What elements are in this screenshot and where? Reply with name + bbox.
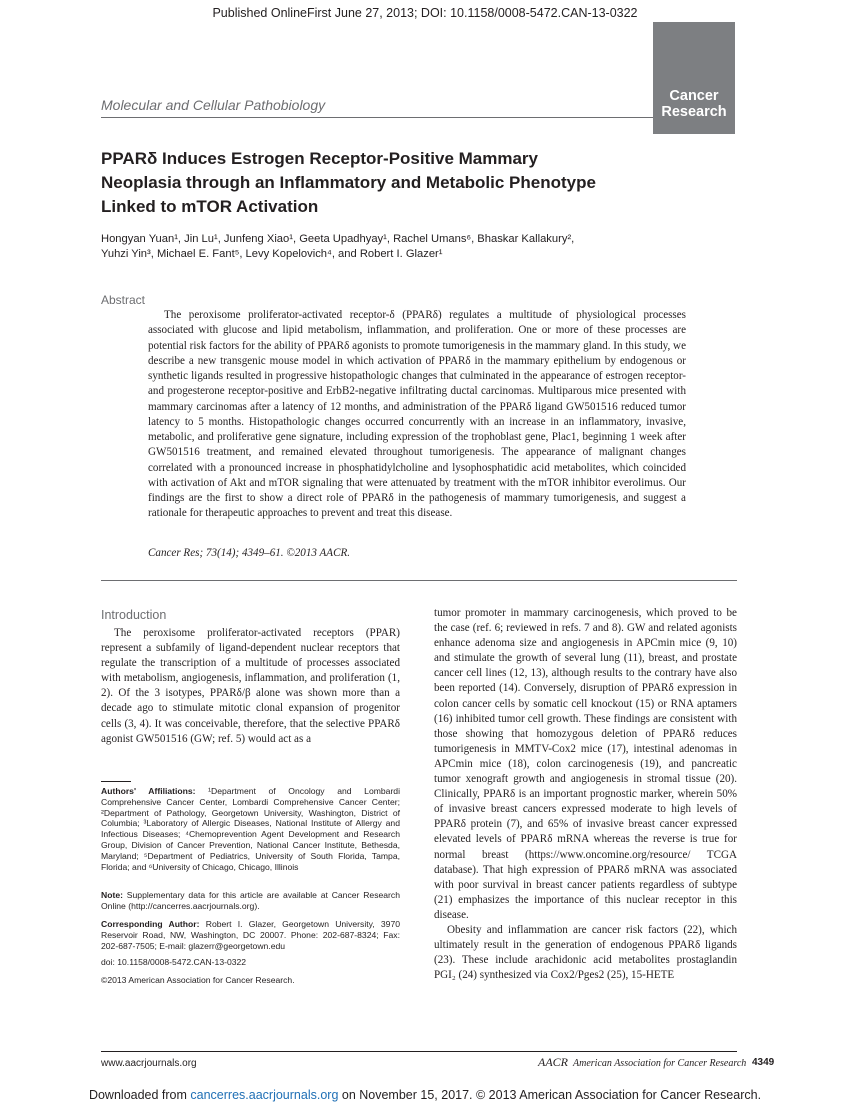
journal-badge-line1: Cancer <box>669 88 719 104</box>
journal-badge-line2: Research <box>661 104 727 120</box>
article-title: PPARδ Induces Estrogen Receptor-Positive Mammary Neoplasia through an Inflammatory and Metabolic Phenotype Linked to mTOR Activation <box>101 149 596 216</box>
author-list <box>101 232 661 262</box>
footnote-divider <box>101 781 131 782</box>
header-divider <box>101 117 653 118</box>
supplementary-note <box>101 890 400 912</box>
corresponding-text: Robert I. Glazer, Georgetown University, 3970 Reservoir Road, NW, Washington, DC 20007. Phone: 202-687-8324; Fax: 202-687-7505; E-mail: glazerr@georgetown.edu <box>101 919 401 951</box>
abstract-heading: Abstract <box>101 293 146 307</box>
aacr-name: American Association for Cancer Research <box>573 1058 747 1069</box>
note-label: Note: <box>101 890 123 900</box>
aacr-logo: AACR <box>538 1055 568 1069</box>
author-line-2: Yuhzi Yin³, Michael E. Fant⁵, Levy Kopelovich⁴, and Robert I. Glazer¹ <box>101 248 443 260</box>
journal-badge <box>653 22 735 134</box>
publication-notice: Published OnlineFirst June 27, 2013; DOI: 10.1158/0008-5472.CAN-13-0322 <box>212 6 638 20</box>
footer-divider <box>101 1051 737 1052</box>
corresponding-author <box>101 919 400 951</box>
intro-paragraph-2: tumor promoter in mammary carcinogenesis, which proved to be the case (ref. 6; reviewed in refs. 7 and 8). GW and related agonists enhance adenoma size and angiogenesis in APCmin mice (9, 10) and stimulate the growth of several lung (11), breast, and prostate cancer cell lines (12, 13), although results to the contrary have also been reported (14). Conversely, disruption of PPARδ expression in colon cancer cells by somatic cell knockout (15) or RNA aptamers (16) inhibited tumor cell growth. These findings are consistent with those showing that homozygous deletion of PPARδ reduces tumorigenesis in MMTV-Cox2 mice (17), intestinal adenomas in APCmin mice (18), colon carcinogenesis (19), and pancreatic tumor xenograft growth and angiogenesis in stromal tissue (20). Clinically, PPARδ is an important prognostic marker, wherein 50% of invasive breast cancers expressed moderate to high levels of PPARδ protein (7), and 65% of invasive breast cancer expressed elevated levels of PPARδ mRNA whereas the reverse is true for normal breast (https://www.oncomine.org/resource/ TCGA database). That high expression of PPARδ mRNA was associated with poor survival in breast cancer patients regardless of subtype (21) emphasizes the importance of this nuclear receptor in this disease. <box>434 607 737 921</box>
download-suffix: on November 15, 2017. © 2013 American Association for Cancer Research. <box>338 1088 762 1102</box>
introduction-heading: Introduction <box>101 608 167 622</box>
section-label: Molecular and Cellular Pathobiology <box>101 97 326 113</box>
download-link[interactable]: cancerres.aacrjournals.org <box>190 1088 339 1102</box>
affiliations-label: Authors' Affiliations: <box>101 786 196 796</box>
corresponding-label: Corresponding Author: <box>101 919 200 929</box>
intro-paragraph-1: The peroxisome proliferator-activated receptors (PPAR) represent a subfamily of ligand-dependent nuclear receptors that regulate the transcription of a multitude of processes associated with metabolism, angiogenesis, inflammation, and proliferation (1, 2). Of the 3 isotypes, PPARδ/β alone was shown more than a decade ago to stimulate mitotic clonal expansion of progenitor cells (3, 4). It was conceivable, therefore, that the selective PPARδ agonist GW501516 (GW; ref. 5) would act as a <box>101 627 400 745</box>
download-notice <box>0 1088 850 1102</box>
copyright-line: ©2013 American Association for Cancer Research. <box>101 975 295 985</box>
left-column <box>101 626 400 747</box>
abstract-body: The peroxisome proliferator-activated receptor-δ (PPARδ) regulates a multitude of physiological processes associated with glucose and lipid metabolism, inflammation, and proliferation. One or more of these processes are potential risk factors for the ability of PPARδ agonists to promote tumorigenesis in the mammary gland. In this study, we describe a new transgenic mouse model in which activation of PPARδ in the mammary epithelium by endogenous or synthetic ligands resulted in progressive histopathologic changes that culminated in the appearance of estrogen receptor- and progesterone receptor-positive and ErbB2-negative infiltrating ductal carcinomas. Multiparous mice presented with mammary carcinomas after a latency of 12 months, and administration of the PPARδ ligand GW501516 reduced tumor latency to 5 months. Histopathologic changes occurred concurrently with an increase in an inflammatory, invasive, metabolic, and proliferative gene signature, including expression of the trophoblast gene, Plac1, beginning 1 week after GW501516 treatment, and remained elevated throughout tumorigenesis. The appearance of malignant changes correlated with a pronounced increase in phosphatidylcholine and lysophosphatidic acid metabolites, which coincided with activation of Akt and mTOR signaling that were attenuated by treatment with the mTOR inhibitor everolimus. Our findings are the first to show a direct role of PPARδ in the pathogenesis of mammary tumorigenesis, and suggest a rationale for therapeutic approaches to prevent and treat this disease. <box>148 309 686 520</box>
doi-line: doi: 10.1158/0008-5472.CAN-13-0322 <box>101 957 247 967</box>
author-line-1: Hongyan Yuan¹, Jin Lu¹, Junfeng Xiao¹, Geeta Upadhyay¹, Rachel Umans⁶, Bhaskar Kallakury², <box>101 233 575 245</box>
page-number: 4349 <box>752 1057 775 1068</box>
abstract-citation: Cancer Res; 73(14); 4349–61. ©2013 AACR. <box>148 547 351 559</box>
intro-paragraph-3: Obesity and inflammation are cancer risk factors (22), which ultimately result in the generation of endogenous PPARδ ligands (23). These include arachidonic acid metabolites prostaglandin PGI₂ (24) synthesized via Cox2/Pges2 (25), 15-HETE <box>434 923 737 982</box>
right-column <box>434 606 737 983</box>
note-text: Supplementary data for this article are available at Cancer Research Online (http://cancerres.aacrjournals.org). <box>101 890 400 911</box>
download-prefix: Downloaded from <box>88 1088 191 1102</box>
abstract-divider <box>101 580 737 581</box>
footer-url[interactable]: www.aacrjournals.org <box>101 1058 197 1069</box>
affiliations-footnote <box>101 786 400 872</box>
affiliations-text: ¹Department of Oncology and Lombardi Comprehensive Cancer Center, Lombardi Comprehensive Cancer Center; ²Department of Pathology, Georgetown University, Washington, District of Columbia; ³Laboratory of Allergic Diseases, National Institute of Allergy and Infectious Diseases; ⁴Chemoprevention Agent Development and Research Group, Division of Cancer Prevention, National Cancer Institute, Bethesda, Maryland; ⁵Department of Pediatrics, University of South Florida, Tampa, Florida; and ⁶University of Chicago, Chicago, Illinois <box>101 786 400 872</box>
